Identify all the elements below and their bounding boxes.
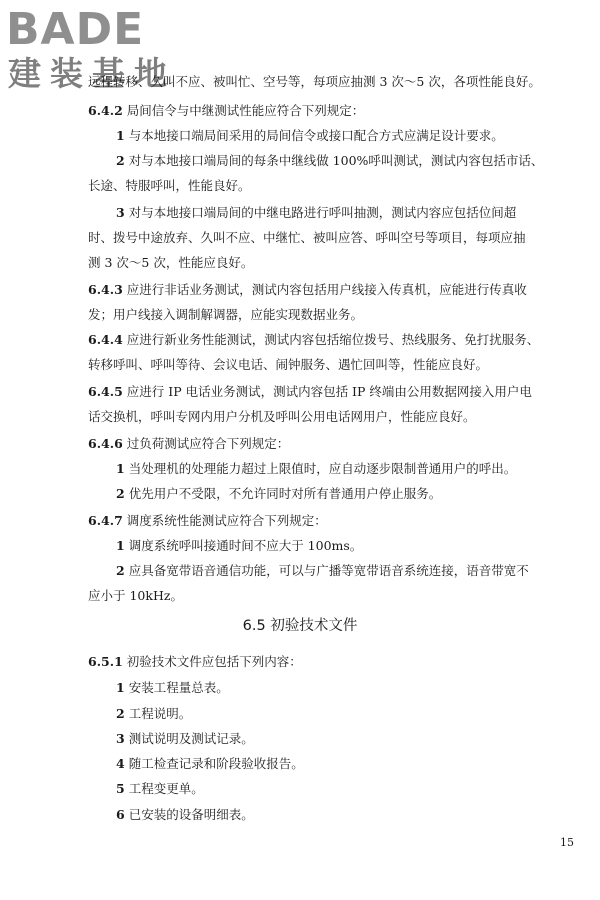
list-item: 4 随工检查记录和阶段验收报告。 (116, 756, 304, 771)
clause-continuation: 转移呼叫、呼叫等待、会议电话、闹钟服务、遇忙回叫等，性能应良好。 (88, 357, 489, 372)
clause-continuation: 话交换机，呼叫专网内用户分机及呼叫公用电话网用户，性能应良好。 (88, 409, 476, 424)
clause-6-4-2 (88, 103, 364, 119)
clause-6-4-3: 6.4.3 应进行非话业务测试，测试内容包括用户线接入传真机，应能进行传真收 (88, 282, 527, 297)
list-item: 1 安装工程量总表。 (116, 680, 229, 695)
list-item-continuation: 长途、特服呼叫，性能良好。 (88, 178, 251, 193)
list-item: 6 已安装的设备明细表。 (116, 807, 254, 822)
list-item: 1 调度系统呼叫接通时间不应大于 100ms。 (116, 538, 363, 553)
list-item: 5 工程变更单。 (116, 781, 204, 796)
clause-6-4-6: 6.4.6 过负荷测试应符合下列规定： (88, 436, 290, 451)
clause-6-5-1: 6.5.1 初验技术文件应包括下列内容： (88, 654, 302, 669)
clause-6-4-4: 6.4.4 应进行新业务性能测试，测试内容包括缩位拨号、热线服务、免打扰服务、 (88, 332, 540, 347)
clause-6-4-7: 6.4.7 调度系统性能测试应符合下列规定： (88, 513, 327, 528)
continuation-line: 远程转移、久叫不应、被叫忙、空号等，每项应抽测 3 次～5 次，各项性能良好。 (88, 74, 541, 89)
list-item-continuation: 时、拨号中途放弃、久叫不应、中继忙、被叫应答、呼叫空号等项目，每项应抽 (88, 230, 526, 245)
logo-brand-cn: 建装基地 (8, 54, 176, 93)
section-heading-6-5: 6.5 初验技术文件 (242, 618, 358, 634)
logo-brand-en: BADE (6, 4, 145, 55)
list-item: 3 对与本地接口端局间的中继电路进行呼叫抽测，测试内容应包括位间超 (116, 205, 517, 220)
list-item: 3 测试说明及测试记录。 (116, 731, 254, 746)
list-item: 1 当处理机的处理能力超过上限值时，应自动逐步限制普通用户的呼出。 (116, 461, 517, 476)
clause-continuation: 发；用户线接入调制解调器，应能实现数据业务。 (88, 307, 364, 322)
page-number: 15 (560, 836, 574, 849)
clause-text: 局间信令与中继测试性能应符合下列规定： (126, 103, 365, 118)
list-item: 1 与本地接口端局间采用的局间信令或接口配合方式应满足设计要求。 (116, 128, 504, 143)
clause-number: 6.4.2 (88, 103, 123, 118)
clause-6-4-5: 6.4.5 应进行 IP 电话业务测试，测试内容包括 IP 终端由公用数据网接入用户电 (88, 384, 532, 399)
list-item: 2 工程说明。 (116, 706, 192, 721)
list-item: 2 对与本地接口端局间的每条中继线做 100%呼叫测试，测试内容包括市话、 (116, 153, 544, 168)
list-item: 2 优先用户不受限，不允许同时对所有普通用户停止服务。 (116, 486, 442, 501)
list-item-continuation: 测 3 次～5 次，性能应良好。 (88, 255, 254, 270)
list-item: 2 应具备宽带语音通信功能，可以与广播等宽带语音系统连接，语音带宽不 (116, 563, 529, 578)
list-item-continuation: 应小于 10kHz。 (88, 588, 183, 603)
